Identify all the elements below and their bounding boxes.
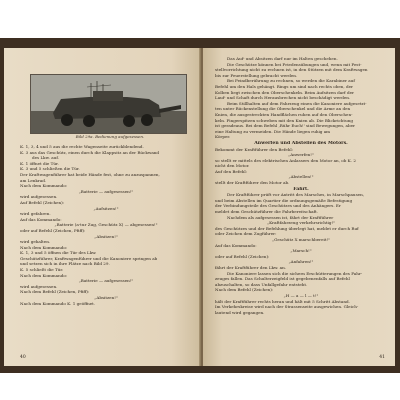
text-line: lautend wird gegangen. [215, 309, 265, 315]
text-line: Die Kanoniere lassen sich die sichern Erschütterungen des Fahr- [227, 270, 363, 276]
text-line: K. 3 und 5 schließen die Tür. [20, 166, 80, 172]
text-line: oder auf Befehl (Zeichen): [215, 253, 270, 259]
text-line: „Aufsitzen!" [93, 205, 119, 211]
text-line: Bei Feindberührung zu rechnen, so werden die Karabiner auf [227, 78, 355, 84]
text-line: „Anfahren!" [288, 259, 314, 265]
section-heading: Anwerfen und Abstellen des Motors. [254, 140, 348, 146]
page-number: 40 [20, 355, 26, 360]
text-line: stellvorrichtung nicht zu rechnen ist, in den Stützen mit dem Kraftwagen [215, 67, 368, 73]
text-line: Nach dem Kommando: [20, 183, 68, 189]
text-line: K. 3 aus das Geschütz, einen durch die Klappsitz an der Rückwand [20, 149, 160, 155]
text-line: nicht den Motor. [215, 163, 250, 169]
text-line: Knien, die ausgestreckten Handflächen ruhen auf den Oberschen- [215, 111, 353, 117]
text-line: „Marsch!" [290, 248, 312, 254]
text-line: Beim Stillhalten auf dem Fahrzeug einen die Kanoniere aufgesetzt- [227, 100, 367, 106]
text-line: „Absitzen!" [94, 233, 118, 239]
text-line: Lauf- und Schaft durch Herausbrechen nicht beschädigt werden. [215, 95, 351, 101]
text-line: wird aufgesessen. [20, 283, 58, 289]
text-line: eine Haltung zu vermeiden. Die Hände liegen ruhig am [215, 128, 331, 134]
text-line: Im Verkehrskreise wird nach der Strassenseite ausgewichen. Gleich- [215, 304, 359, 310]
text-line: „Batterie — aufgesessen!" [78, 188, 134, 194]
text-line: keln. Fingerspitzen schweben mit den Knien ab. Die Blickrichtung [215, 117, 353, 123]
text-line: Auf den Befehl: [215, 168, 248, 174]
right-page [203, 48, 395, 366]
text-line: Der Kraftwagenführer hat beide Hände fest, ohne zu anzuspannen, [20, 171, 160, 177]
photograph [30, 74, 187, 134]
text-line: K. 1 öffnet die Tür. [20, 160, 59, 166]
text-line: Das Auf- und Absitzen darf nur im Halten geschehen. [227, 56, 338, 61]
text-line: wird gehalten. [20, 239, 51, 245]
text-line: so stellt er mittels des elektrischen Anlassers den Motor an, ob K. 2 [215, 157, 356, 163]
right-page-text [215, 56, 387, 315]
text-line: wird gefahren. [20, 211, 51, 217]
text-line: ist geradeaus. Bei dem Befehl ‚Rühr Euch!' sind Bewegungen, aber [215, 123, 355, 129]
text-line: und beim Abstellen im Quartier die ordnungsgemäße Befestigung [215, 197, 353, 203]
text-line: Geschützführer, Kraftwagenführer und die Kanoniere springen ab [20, 255, 158, 261]
text-line: „Absitzen!" [94, 295, 118, 301]
text-line: des Lkw. auf. [32, 155, 60, 161]
text-line: der Verbindungsteile des Geschützes und des Anhängers. Er [215, 203, 341, 209]
text-line: Nachdem als aufgesessen ist, fährt der Kraftführer [227, 214, 334, 220]
text-line: Auf das Kommando: [215, 242, 257, 248]
text-line: „Abstellen!" [288, 174, 314, 180]
text-line: „Geschütz X marschbereit!" [271, 237, 330, 242]
text-line: fährt der Kraftführer den Lkw. an. [215, 264, 287, 270]
text-line: „Batterie (a-tur Zug, Geschütz X) — abgesessen!" [54, 222, 158, 228]
text-line: meldet dem Geschützführer die Fahrbereitschaft. [215, 209, 318, 215]
page-number: 41 [379, 355, 385, 360]
text-line: K. 5 schließt die Tür. [20, 267, 64, 273]
text-line: Auf Befehl (Zeichen): [20, 199, 65, 205]
text-line: „H — a — l — t!" [283, 292, 319, 298]
text-line: K. 1, 3, 4 und 5 aus die rechte Wagenseite zurückblendend. [20, 144, 144, 149]
text-line: wird aufgesessen. [20, 194, 58, 200]
left-page-text [20, 144, 192, 306]
text-line: Nach dem Kommando: [20, 244, 68, 250]
text-line: Nach dem Befehl (Zeichen): [215, 287, 274, 293]
text-line: und setzen sich in ihre Plätze nach Bild 29. [20, 261, 110, 267]
text-line: Nach dem Kommando K. 1 geöffnet. [20, 300, 96, 306]
text-line: K. 1, 3 und 5 öffnen die Tür des Lkw. [20, 250, 97, 256]
text-line: oder Zeichen dem Zugführer: [215, 231, 277, 237]
text-line: stellt der Kraftführer den Motor ab. [215, 180, 290, 186]
text-line: Bekommt der Kraftführer den Befehl: [215, 146, 294, 152]
text-line: Nach dem Befehl (Zeichen, Pfiff): [20, 289, 90, 295]
text-line: ten unter Rückenstellung die Oberschenkel und die Arme an den [215, 106, 351, 112]
text-line: Auf das Kommando: [20, 216, 62, 222]
text-line: hält der Kraftführer rechts heran und hält mit 5 Schritt Abstand. [215, 298, 350, 304]
text-line: am Lenkrad. [20, 177, 47, 183]
text-line: „Kraftfahrzeug verkehrsrichtig!" [266, 220, 335, 226]
text-line: Kolben liegt zwischen den Oberschenkeln. Beim Aufsitzen darf der [215, 89, 354, 95]
text-line: Die Geschütze können bei Friedensübungen und, wenn mit Fest- [227, 61, 362, 67]
text-line: Nach dem Kommando: [20, 272, 68, 278]
truck-photo [31, 75, 186, 133]
left-page [4, 48, 201, 366]
text-line: zeuges fallen. Das Schulterzeigfeld ist gegebenenfalls auf Befehl [215, 276, 350, 282]
text-line: des Geschützes und der Befehlung überlegt hat, meldet er durch Ruf [215, 225, 359, 231]
section-heading: Fahrt. [293, 186, 309, 192]
text-line: oder auf Befehl (Zeichen, Pfiff): [20, 227, 86, 233]
photo-caption: Bild 29a. Bedienung aufgesessen. [75, 134, 145, 139]
text-line: Der Kraftführer prüft vor Antritt des Marsches, in Marschpausen, [227, 192, 365, 198]
text-line: abzuschalten, so dass Unfallgefahr entsteht. [215, 281, 308, 287]
text-line: „Batterie — aufgesessen!" [78, 278, 134, 284]
text-line: „Anwerfen!" [288, 152, 314, 158]
text-line: bis zur Feuerstellung gebracht werden. [215, 72, 298, 78]
text-line: Befehl um den Hals gehängt. Rings um sind nach rechts oben, der [215, 83, 354, 89]
text-line: Körper. [215, 134, 231, 140]
